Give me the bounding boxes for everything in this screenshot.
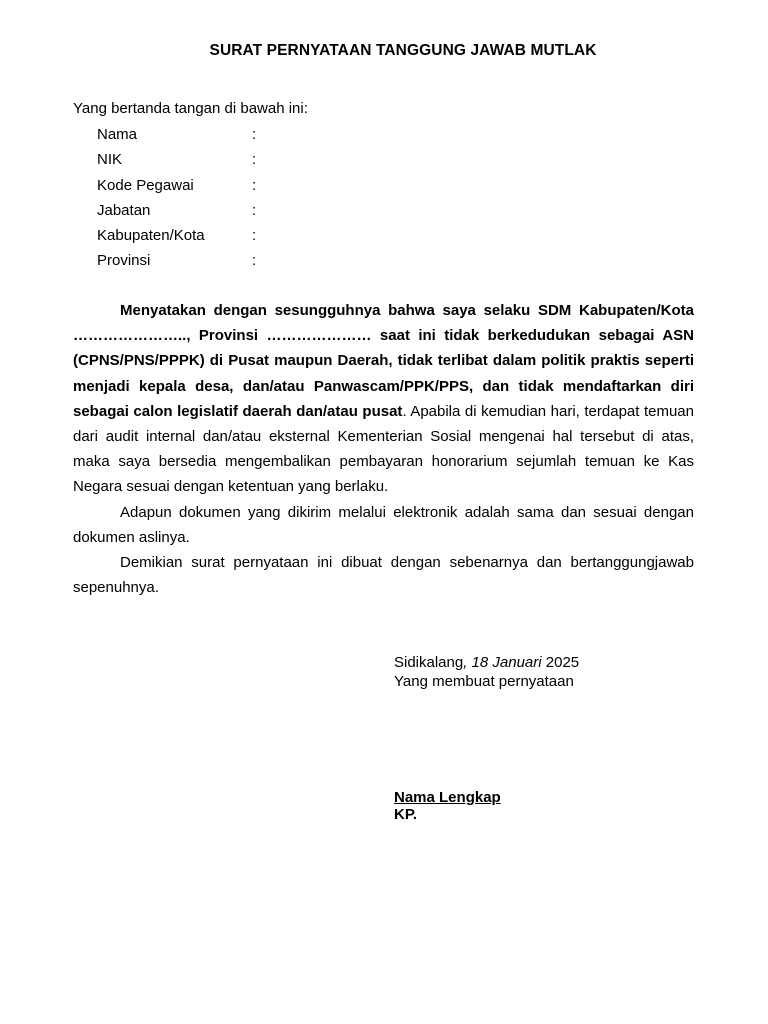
field-colon: : [252, 201, 257, 219]
field-row-kabupaten-kota [97, 226, 397, 251]
field-colon: : [252, 151, 257, 169]
field-colon: : [252, 126, 257, 143]
place-date [394, 653, 714, 672]
identity-fields [97, 125, 397, 277]
signer-name: Nama Lengkap [394, 789, 501, 806]
place-comma: , [463, 654, 468, 671]
statement-bold-text: Menyatakan dengan sesungguhnya bahwa saya selaku SDM Kabupaten/Kota ………………….., Provinsi ………………… saat ini tidak berkedudukan sebagai ASN (CPNS/PNS/PPPK) di Pusat maupun Daerah, tidak terlibat dalam politik praktis seperti menjadi kepala desa, dan/atau Panwascam/PPK/PPS, dan tidak mendaftarkan diri sebagai calon legislatif daerah dan/atau pusat [73, 302, 694, 420]
field-row-provinsi [97, 251, 397, 276]
place: Sidikalang [394, 654, 464, 671]
statement-paragraph-3: Demikian surat pernyataan ini dibuat dengan sebenarnya dan bertanggungjawab sepenuhnya. [73, 554, 694, 597]
field-row-jabatan [97, 201, 397, 226]
field-colon: : [252, 227, 257, 245]
date-day-month: 18 Januari [467, 654, 542, 671]
signature-block [394, 653, 714, 691]
date-year: 2025 [541, 654, 580, 671]
document-title: SURAT PERNYATAAN TANGGUNG JAWAB MUTLAK [209, 42, 597, 59]
statement-paragraph-1 [73, 298, 694, 500]
field-colon: : [252, 252, 257, 270]
field-label: Nama [97, 126, 138, 143]
field-label: NIK [97, 151, 123, 169]
statement-body [73, 298, 694, 600]
signer-role: Yang membuat pernyataan [394, 673, 574, 690]
field-label: Provinsi [97, 252, 151, 270]
field-colon: : [252, 176, 257, 194]
statement-normal-text: . Apabila di kemudian hari, terdapat temuan dari audit internal dan/atau eksternal Kementerian Sosial mengenai hal tersebut di atas, maka saya bersedia mengembalikan pembayaran honorarium sejumlah temuan ke Kas Negara sesuai dengan ketentuan yang berlaku. [73, 402, 694, 496]
intro-text: Yang bertanda tangan di bawah ini: [73, 100, 308, 117]
field-row-nik [97, 150, 397, 175]
field-label: Kabupaten/Kota [97, 227, 205, 245]
field-row-nama [97, 125, 397, 150]
field-label: Jabatan [97, 201, 151, 219]
field-row-kode-pegawai [97, 176, 397, 201]
signer-name-block [394, 789, 501, 823]
field-label: Kode Pegawai [97, 176, 194, 194]
statement-paragraph-2: Adapun dokumen yang dikirim melalui elektronik adalah sama dan sesuai dengan dokumen aslinya. [73, 503, 694, 546]
signer-kp: KP. [394, 806, 418, 823]
